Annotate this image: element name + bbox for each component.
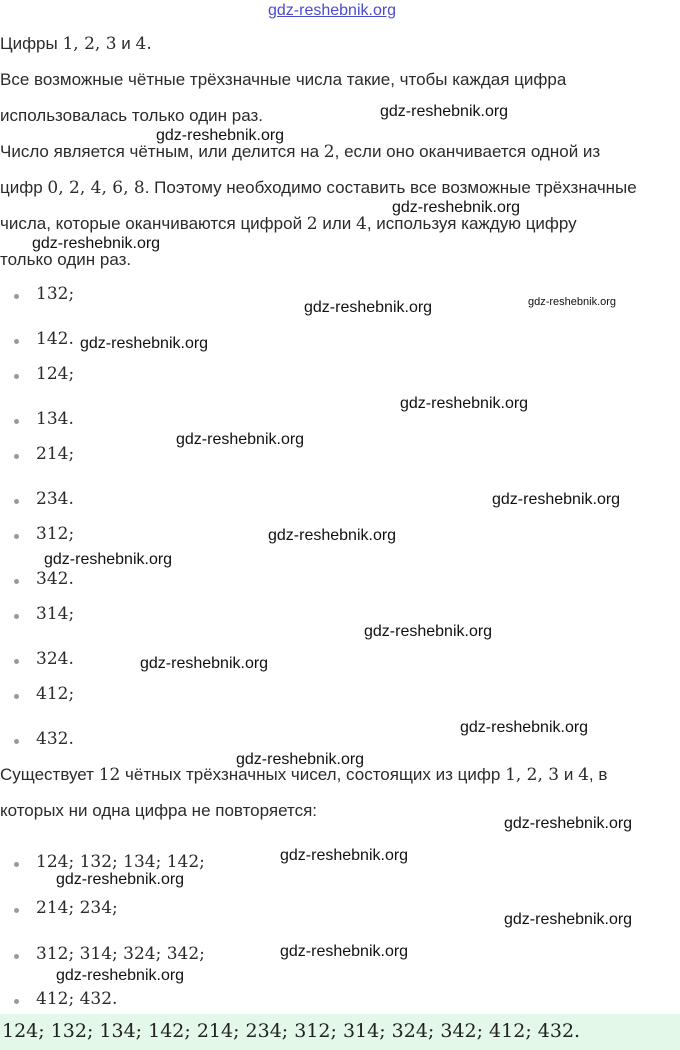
- intro-math: 4: [355, 214, 367, 234]
- list-item: 214;: [36, 444, 75, 464]
- bullet-icon: [14, 999, 19, 1004]
- watermark: gdz-reshebnik.org: [32, 235, 161, 252]
- intro-text: числа, которые оканчиваются цифрой: [0, 214, 307, 233]
- watermark: gdz-reshebnik.org: [392, 199, 521, 216]
- watermark-small: gdz-reshebnik.org: [528, 296, 617, 308]
- watermark: gdz-reshebnik.org: [80, 335, 209, 352]
- watermark: gdz-reshebnik.org: [56, 871, 185, 888]
- summary-text: и: [559, 765, 579, 784]
- watermark: gdz-reshebnik.org: [44, 551, 173, 568]
- answer-box: [0, 1014, 680, 1050]
- list-item: 312;: [36, 524, 75, 544]
- watermark: gdz-reshebnik.org: [364, 623, 493, 640]
- bullet-icon: [14, 614, 19, 619]
- summary-math: 4: [578, 765, 589, 785]
- summary-math: 12: [98, 765, 121, 785]
- summary-text: Существует: [0, 765, 99, 784]
- summary-line-2: которых ни одна цифра не повторяется:: [0, 801, 317, 820]
- list-item: 342.: [36, 569, 74, 589]
- intro-text: или: [317, 214, 356, 233]
- intro-math: 0, 2, 4, 6, 8: [47, 178, 145, 198]
- intro-line-1: [0, 34, 152, 54]
- watermark: gdz-reshebnik.org: [460, 719, 589, 736]
- list-item: 314;: [36, 604, 75, 624]
- bullet-icon: [14, 294, 19, 299]
- list-item: 412;: [36, 684, 75, 704]
- intro-text: , если оно оканчивается одной из: [334, 142, 601, 161]
- bullet-icon: [14, 694, 19, 699]
- watermark: gdz-reshebnik.org: [304, 299, 433, 316]
- bullet-icon: [14, 739, 19, 744]
- bullet-icon: [14, 862, 19, 867]
- group-item: 214; 234;: [36, 898, 118, 918]
- list-item: 142.: [36, 329, 74, 349]
- bullet-icon: [14, 908, 19, 913]
- watermark: gdz-reshebnik.org: [380, 103, 509, 120]
- watermark-top-link[interactable]: gdz-reshebnik.org: [268, 2, 397, 19]
- watermark: gdz-reshebnik.org: [156, 127, 285, 144]
- intro-line-6: [0, 214, 577, 234]
- group-item: 124; 132; 134; 142;: [36, 852, 205, 872]
- watermark: gdz-reshebnik.org: [268, 527, 397, 544]
- watermark: gdz-reshebnik.org: [504, 815, 633, 832]
- answer-text: 124; 132; 134; 142; 214; 234; 312; 314; 324; 342; 412; 432.: [2, 1020, 581, 1042]
- intro-digit-four: 4.: [135, 34, 152, 54]
- bullet-icon: [14, 374, 19, 379]
- intro-line-2: Все возможные чётные трёхзначные числа такие, чтобы каждая цифра: [0, 70, 567, 89]
- watermark: gdz-reshebnik.org: [280, 943, 409, 960]
- intro-text: Цифры: [0, 34, 63, 53]
- bullet-icon: [14, 954, 19, 959]
- intro-text: . Поэтому необходимо составить все возможные трёхзначные: [144, 178, 637, 197]
- watermark: gdz-reshebnik.org: [176, 431, 305, 448]
- summary-math: 1, 2, 3: [505, 765, 560, 785]
- list-item: 324.: [36, 649, 74, 669]
- intro-text: , используя каждую цифру: [366, 214, 577, 233]
- watermark: gdz-reshebnik.org: [56, 967, 185, 984]
- list-item: 234.: [36, 489, 74, 509]
- summary-text: чётных трёхзначных чисел, состоящих из цифр: [120, 765, 506, 784]
- bullet-icon: [14, 339, 19, 344]
- intro-math: 2: [306, 214, 318, 234]
- intro-line-3: использовалась только один раз.: [0, 106, 263, 125]
- bullet-icon: [14, 659, 19, 664]
- intro-line-7: только один раз.: [0, 250, 132, 269]
- list-item: 432.: [36, 729, 74, 749]
- list-item: 134.: [36, 409, 74, 429]
- watermark: gdz-reshebnik.org: [236, 751, 365, 768]
- bullet-icon: [14, 454, 19, 459]
- summary-text: , в: [588, 765, 608, 784]
- watermark: gdz-reshebnik.org: [504, 911, 633, 928]
- watermark: gdz-reshebnik.org: [280, 847, 409, 864]
- watermark: gdz-reshebnik.org: [492, 491, 621, 508]
- bullet-icon: [14, 534, 19, 539]
- intro-and: и: [116, 34, 136, 53]
- intro-math: 2: [323, 142, 335, 162]
- intro-digits: 1, 2, 3: [62, 34, 117, 54]
- list-item: 132;: [36, 284, 75, 304]
- intro-text: цифр: [0, 178, 48, 197]
- bullet-icon: [14, 419, 19, 424]
- bullet-icon: [14, 579, 19, 584]
- watermark: gdz-reshebnik.org: [400, 395, 529, 412]
- intro-text: Число является чётным, или делится на: [0, 142, 324, 161]
- intro-line-4: [0, 142, 600, 162]
- bullet-icon: [14, 499, 19, 504]
- group-item: 412; 432.: [36, 989, 118, 1009]
- list-item: 124;: [36, 364, 75, 384]
- intro-line-5: [0, 178, 637, 198]
- group-item: 312; 314; 324; 342;: [36, 944, 205, 964]
- watermark: gdz-reshebnik.org: [140, 655, 269, 672]
